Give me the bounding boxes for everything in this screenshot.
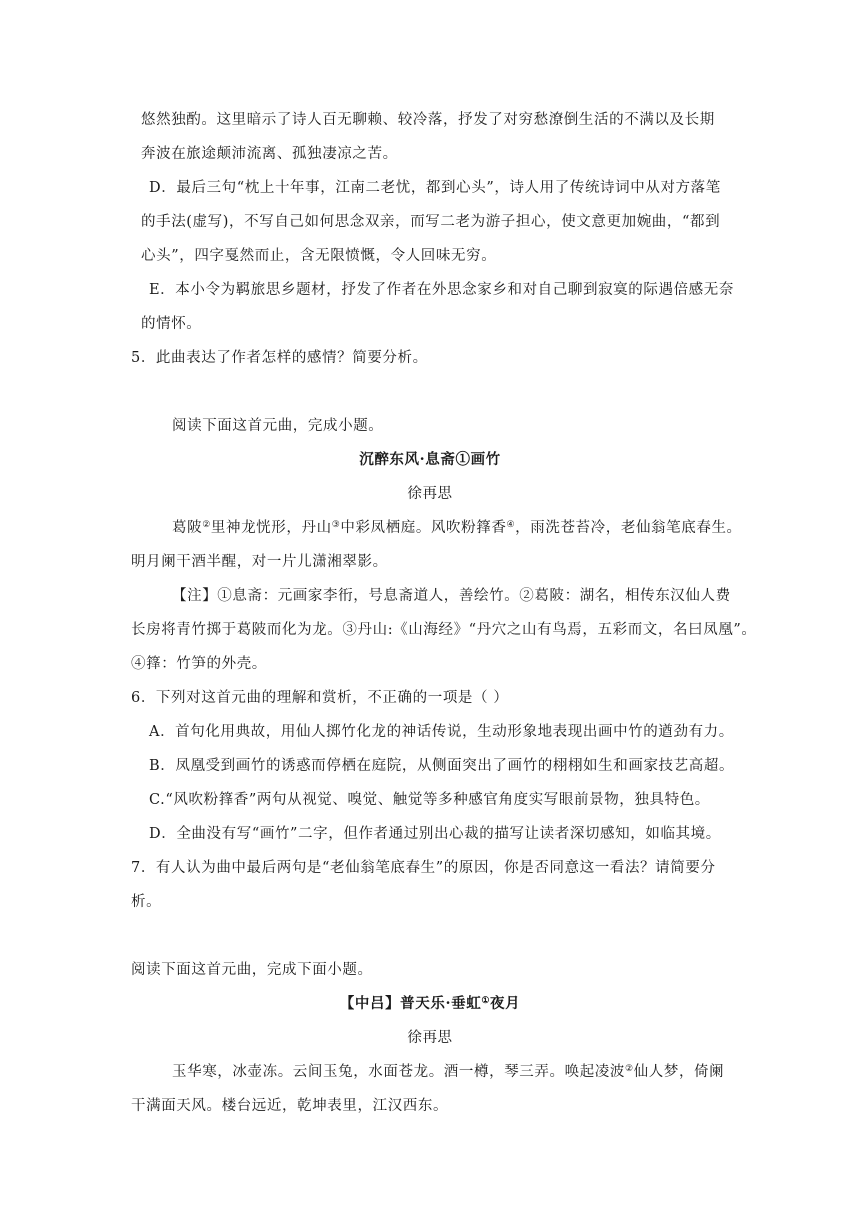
note-line-3: ④箨：竹笋的外壳。 [131,656,267,672]
poem-3-title-part-a: 【中吕】普天乐·垂虹 [339,995,482,1012]
poem-2-line-2: 明月阑干酒半醒，对一片儿潇湘翠影。 [131,554,388,570]
question-7-line-1: 7．有人认为曲中最后两句是“老仙翁笔底春生”的原因，你是否同意这一看法？请简要分 [131,860,716,876]
poem-3-title-part-b: 夜月 [490,995,521,1012]
footnote-ref-2: ② [202,520,211,530]
option-d-line-3: 心头”，四字戛然而止，含无限愤慨，令人回味无穷。 [141,248,497,264]
question-6-option-c: C.“风吹粉箨香”两句从视觉、嗅觉、触觉等多种感官角度实写眼前景物，独具特色。 [149,792,710,808]
question-7-line-2: 析。 [131,894,162,910]
note-line-2: 长房将青竹掷于葛陂而化为龙。③丹山:《山海经》“丹穴之山有鸟焉，五彩而文，名曰凤凰”。 [131,622,757,638]
poem-3-line-1-part-b: 仙人梦，倚阑 [633,1064,725,1080]
note-line-1: 【注】①息斋：元画家李衎，号息斋道人，善绘竹。②葛陂：湖名，相传东汉仙人费 [172,588,731,604]
analysis-continued-line-2: 奔波在旅途颠沛流离、孤独凄凉之苦。 [141,146,398,162]
poem-3-footnote-ref-2: ② [625,1064,634,1074]
poem-2-author: 徐再思 [407,486,453,502]
poem-3-author: 徐再思 [407,1030,453,1046]
analysis-continued-line-1: 悠然独酌。这里暗示了诗人百无聊赖、较冷落，抒发了对穷愁潦倒生活的不满以及长期 [141,112,715,128]
option-d-line-1: D．最后三句“枕上十年事，江南二老忧，都到心头”，诗人用了传统诗词中从对方落笔 [149,180,721,196]
question-6-option-b: B．凤凰受到画竹的诱惑而停栖在庭院，从侧面突出了画竹的栩栩如生和画家技艺高超。 [149,758,735,774]
poem-2-line-1 [172,518,742,538]
poem-3-title [0,994,860,1014]
option-e-line-2: 的情怀。 [141,316,202,332]
poem-3-line-1 [172,1062,724,1082]
poem-3-line-1-part-a: 玉华寒，冰壶冻。云间玉兔，水面苍龙。酒一樽，琴三弄。唤起凌波 [172,1064,625,1080]
question-6-option-d: D．全曲没有写“画竹”二字，但作者通过别出心裁的描写让读者深切感知，如临其境。 [149,826,721,842]
question-6-option-a: A．首句化用典故，用仙人掷竹化龙的神话传说，生动形象地表现出画中竹的遒劲有力。 [149,724,734,740]
section-2-intro: 阅读下面这首元曲，完成小题。 [172,418,384,434]
poem-2-line-1-part-a: 葛陂 [172,520,203,536]
poem-2-line-1-part-d: ，雨洗苍苔冷，老仙翁笔底春生。 [515,520,742,536]
footnote-ref-4: ④ [506,520,516,530]
poem-2-title: 沉醉东风·息斋①画竹 [359,451,501,468]
poem-2-line-1-part-b: 里神龙恍形，丹山 [210,520,332,536]
poem-3-title-footnote-ref: ① [481,996,491,1006]
footnote-ref-3: ③ [331,520,341,530]
poem-2-line-1-part-c: 中彩凤栖庭。风吹粉箨香 [340,520,507,536]
option-e-line-1: E．本小令为羁旅思乡题材，抒发了作者在外思念家乡和对自己聊到寂寞的际遇倍感无奈 [149,282,734,298]
option-d-line-2: 的手法(虚写)，不写自己如何思念双亲，而写二老为游子担心，使文意更加婉曲，“都到 [141,214,721,230]
question-6: 6．下列对这首元曲的理解和赏析，不正确的一项是（ ） [131,690,509,706]
poem-3-line-2: 干满面天风。楼台远近，乾坤表里，江汉西东。 [131,1098,449,1114]
question-5: 5．此曲表达了作者怎样的感情？简要分析。 [131,350,428,366]
section-3-intro: 阅读下面这首元曲，完成下面小题。 [131,962,373,978]
